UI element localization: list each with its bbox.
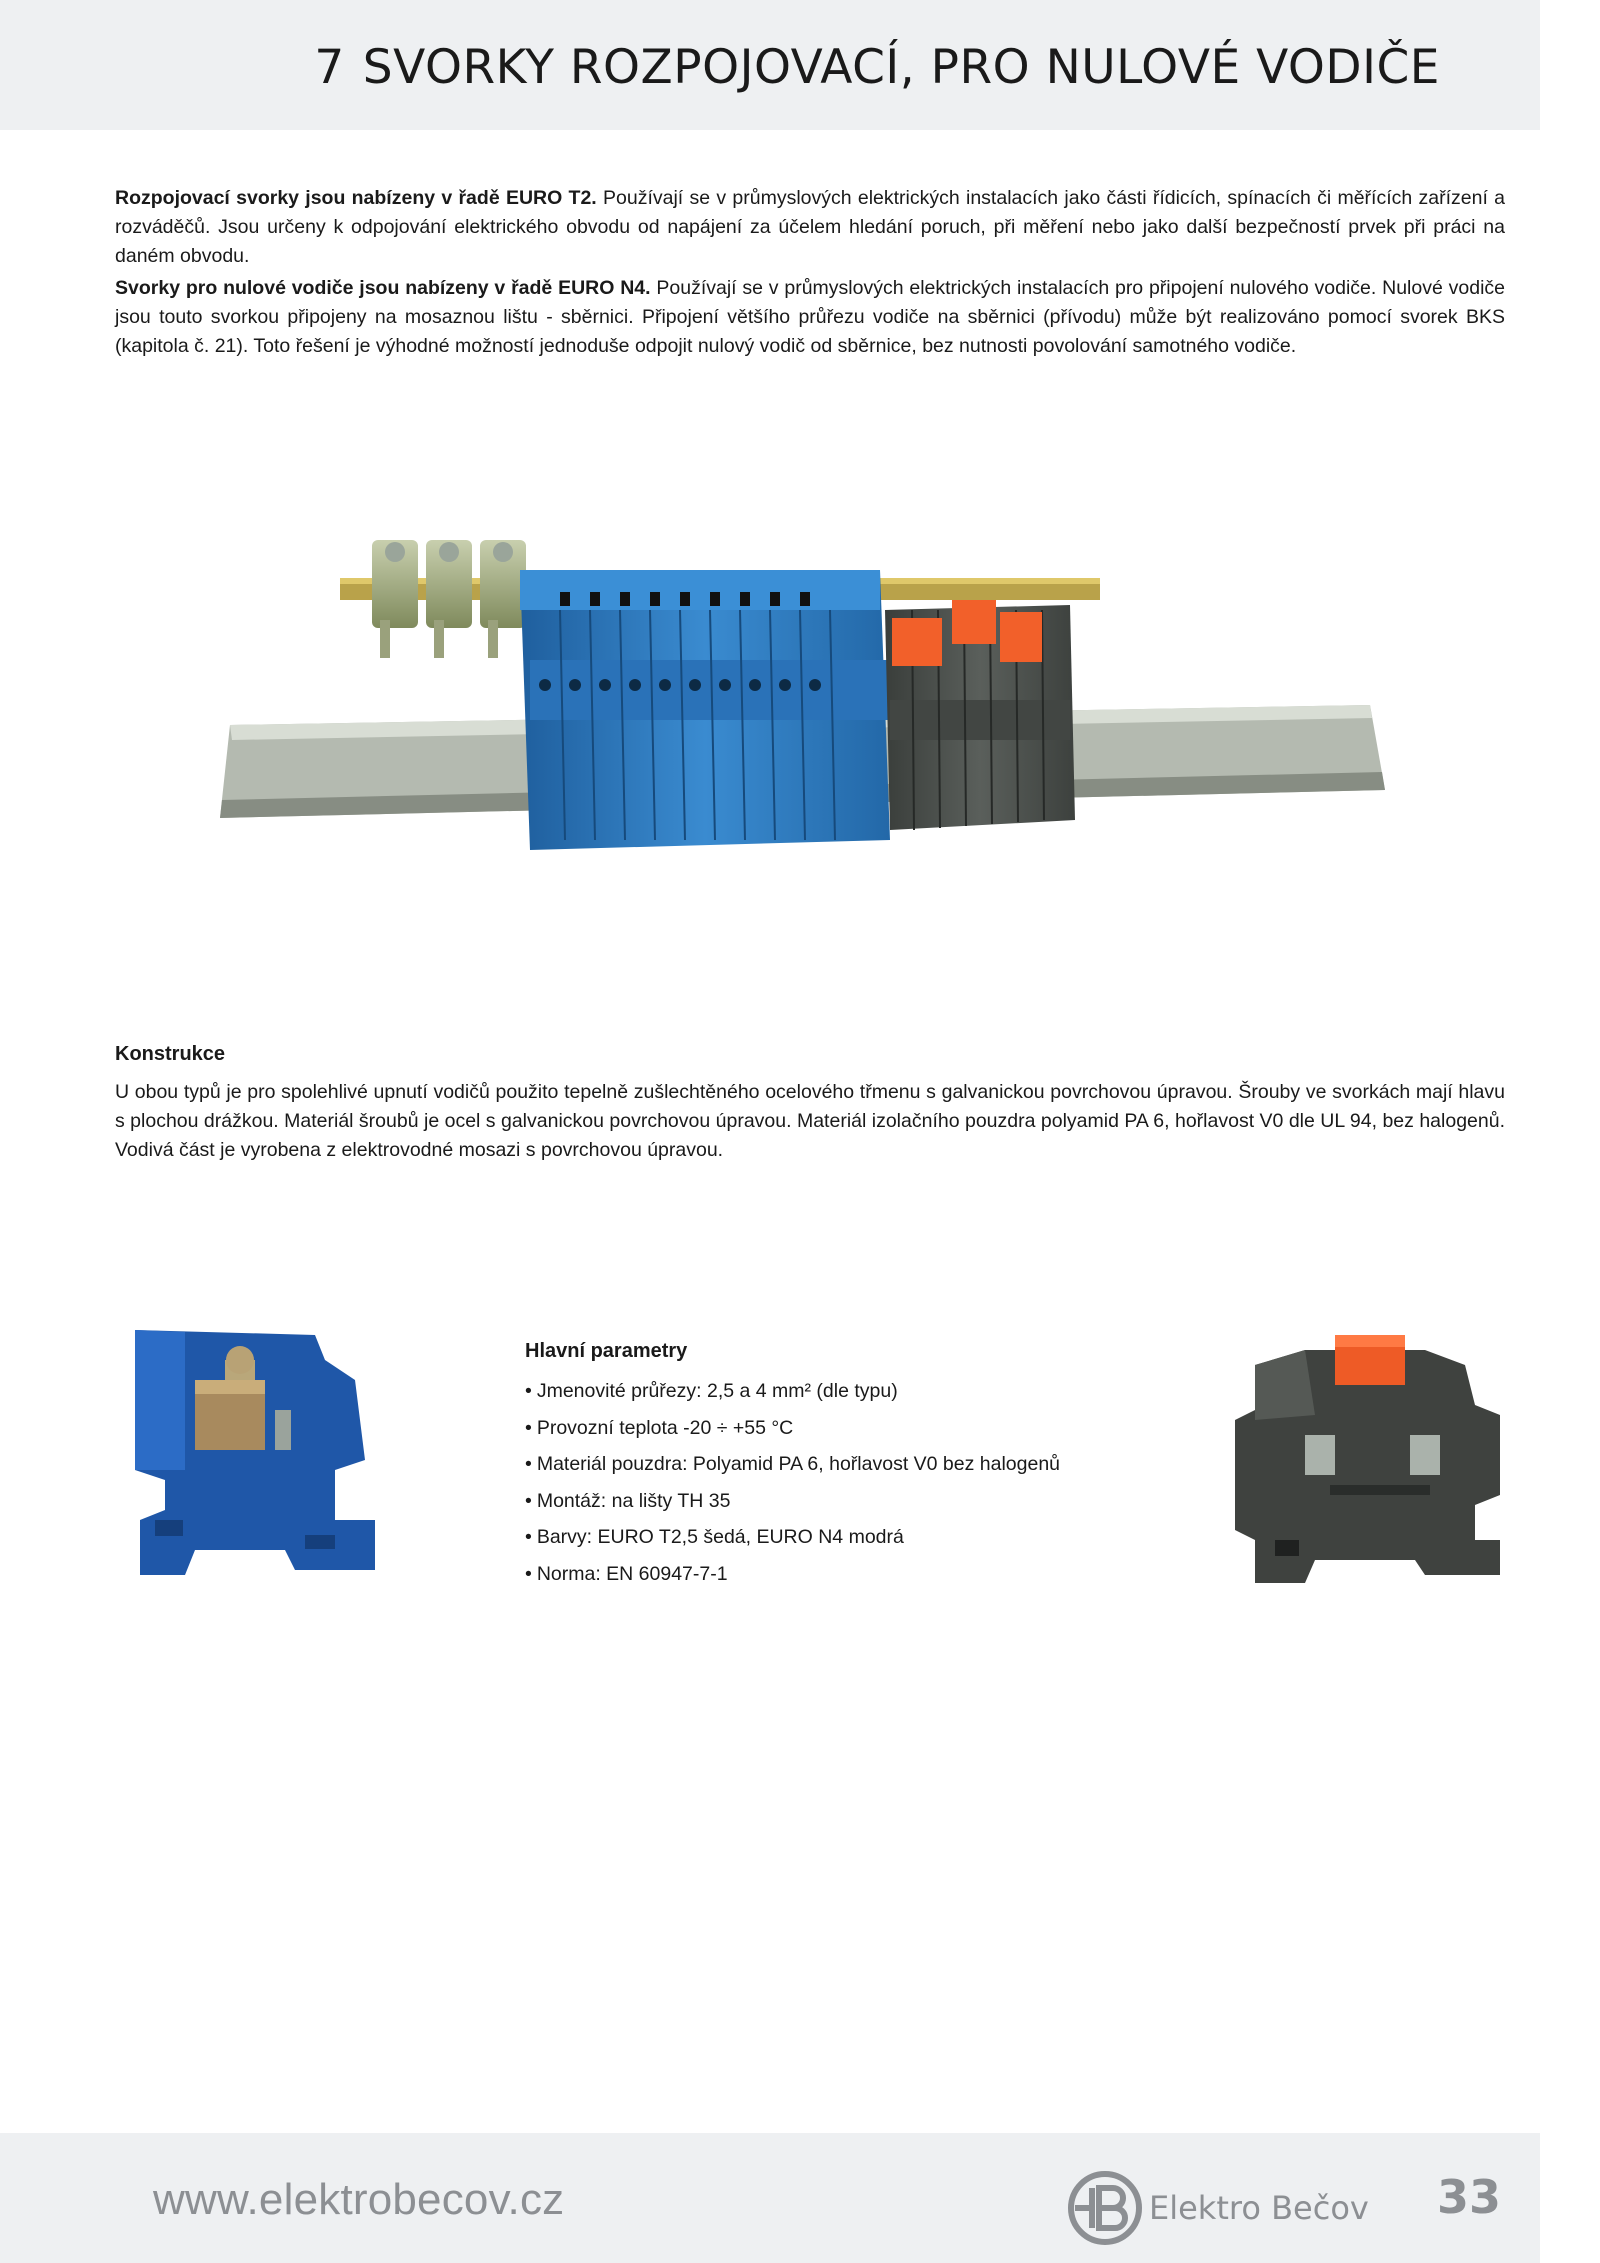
main-parameters <box>525 1340 1165 1592</box>
parameter-item: • Jmenovité průřezy: 2,5 a 4 mm² (dle typu) <box>525 1380 898 1402</box>
construction-text: U obou typů je pro spolehlivé upnutí vodičů použito tepelně zušlechtěného ocelového třmenu s galvanickou povrchovou úpravou. Šrouby ve svorkách mají hlavu s plochou drážkou. Materiál šroubů je ocel s galvanickou povrchovou úpravou. Materiál izolačního pouzdra polyamid PA 6, hořlavost V0 dle UL 94, bez halogenů. Vodivá část je vyrobena z elektrovodné mosazi s povrchovou úpravou. <box>115 1081 1505 1161</box>
parameter-item: • Materiál pouzdra: Polyamid PA 6, hořlavost V0 bez halogenů <box>525 1453 1061 1475</box>
din-rail-terminals-photo <box>200 500 1400 900</box>
blue-n4-terminal-photo <box>125 1320 385 1580</box>
chapter-number: 7 <box>314 40 345 95</box>
parameters-heading: Hlavní parametry <box>525 1340 688 1362</box>
header-band <box>0 0 1540 130</box>
parameter-item: • Barvy: EURO T2,5 šedá, EURO N4 modrá <box>525 1526 904 1548</box>
grey-terminal-blocks <box>885 600 1075 830</box>
intro-t2-lead: Rozpojovací svorky jsou nabízeny v řadě EURO T2. <box>115 187 597 209</box>
intro-paragraph-t2 <box>115 184 1505 271</box>
parameter-item: • Provozní teplota -20 ÷ +55 °C <box>525 1416 794 1439</box>
elektro-becov-logo-icon <box>1065 2168 1145 2248</box>
construction-heading: Konstrukce <box>115 1043 226 1065</box>
parameters-list <box>525 1373 1165 1592</box>
busbar-clamps <box>372 540 526 658</box>
website-link[interactable]: www.elektrobecov.cz <box>153 2175 565 2224</box>
blue-terminal-blocks <box>520 570 890 850</box>
intro-n4-lead: Svorky pro nulové vodiče jsou nabízeny v řadě EURO N4. <box>115 277 651 299</box>
brand-name: Elektro Bečov <box>1149 2189 1369 2227</box>
intro-text <box>115 184 1505 364</box>
grey-t2-terminal-photo <box>1235 1325 1500 1585</box>
parameter-item: • Norma: EN 60947-7-1 <box>525 1562 728 1585</box>
intro-n4-body: Používají se v průmyslových elektrických instalacích pro připojení nulového vodiče. Nulové vodiče jsou touto svorkou připojeny na mosaznou lištu - sběrnici. Připojení většího průřezu vodiče na sběrnici (přívodu) může být realizováno pomocí svorek BKS (kapitola č. 21). Toto řešení je výhodné možností jednoduše odpojit nulový vodič od sběrnice, bez nutnosti povolování samotného vodiče. <box>115 277 1505 357</box>
intro-paragraph-n4 <box>115 274 1505 361</box>
parameter-item: • Montáž: na lišty TH 35 <box>525 1489 731 1512</box>
page-number: 33 <box>1437 2170 1502 2224</box>
intro-t2-body: Používají se v průmyslových elektrických instalacích jako části řídicích, spínacích či měřících zařízení a rozváděčů. Jsou určeny k odpojování elektrického obvodu od napájení za účelem hledání poruch, při měření nebo jako další bezpečností prvek při práci na daném obvodu. <box>115 187 1505 267</box>
chapter-title: SVORKY ROZPOJOVACÍ, PRO NULOVÉ VODIČE <box>362 40 1440 95</box>
brand-logo <box>1065 2168 1369 2248</box>
page-title <box>314 40 1440 95</box>
